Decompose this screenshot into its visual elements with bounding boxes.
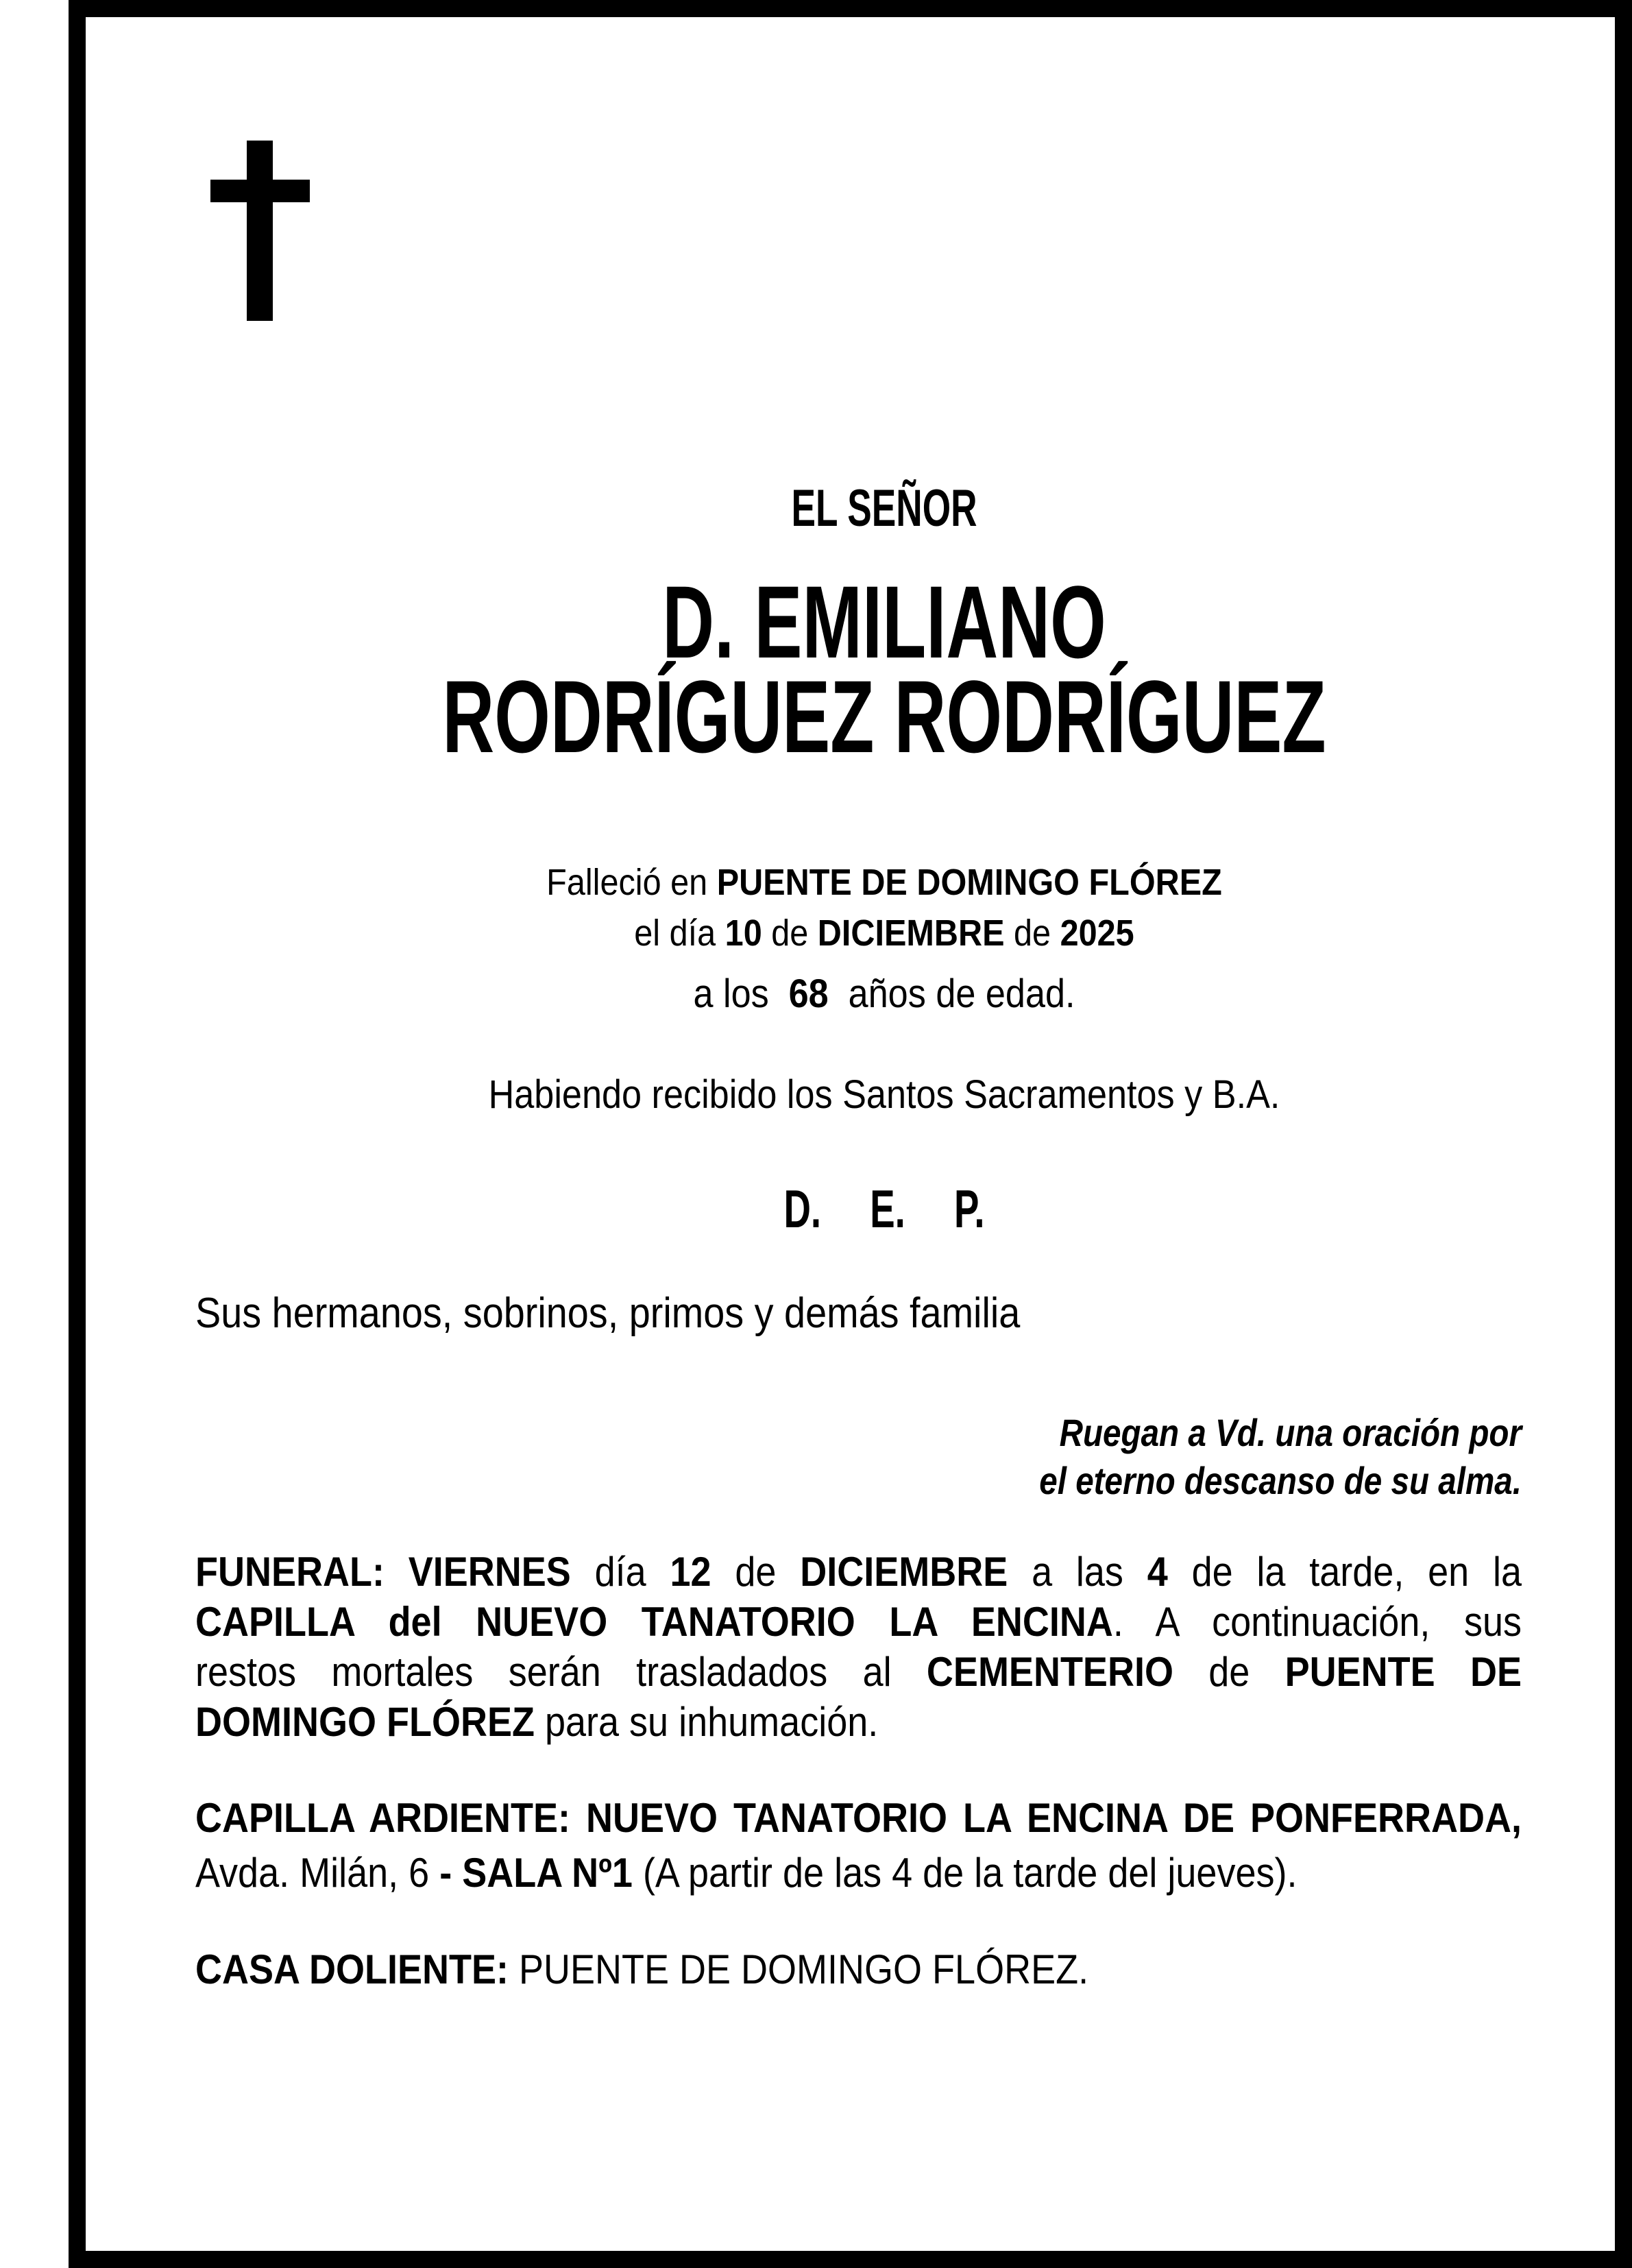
border-frame xyxy=(69,0,1632,2268)
capilla-line1: CAPILLA ARDIENTE: NUEVO TANATORIO LA ENCINA DE PONFERRADA, xyxy=(195,1795,1522,1841)
prayer-line2: el eterno descanso de su alma. xyxy=(1039,1459,1522,1502)
funeral-line3: restos mortales serán trasladados al CEMENTERIO de PUENTE DE xyxy=(195,1649,1522,1695)
capilla-ardiente-paragraph xyxy=(195,1791,1522,1901)
prayer-line1: Ruegan a Vd. una oración por xyxy=(1059,1411,1522,1454)
cross-vertical-bar xyxy=(247,141,273,321)
death-place-line: Falleció en PUENTE DE DOMINGO FLÓREZ xyxy=(546,862,1222,903)
death-place-date xyxy=(247,857,1522,958)
death-date-line: el día 10 de DICIEMBRE de 2025 xyxy=(634,913,1134,954)
deceased-name-line2: RODRÍGUEZ RODRÍGUEZ xyxy=(442,659,1326,774)
sacraments-line: Habiendo recibido los Santos Sacramentos y B.A. xyxy=(488,1072,1280,1117)
age-line: a los 68 años de edad. xyxy=(693,972,1075,1016)
cross-icon xyxy=(210,141,310,321)
casa-doliente-line: CASA DOLIENTE: PUENTE DE DOMINGO FLÓREZ. xyxy=(195,1946,1089,1992)
funeral-line2: CAPILLA del NUEVO TANATORIO LA ENCINA. A continuación, sus xyxy=(195,1599,1522,1645)
capilla-line2: Avda. Milán, 6 - SALA Nº1 (A partir de las 4 de la tarde del jueves). xyxy=(195,1850,1298,1896)
cross-horizontal-bar xyxy=(210,180,310,202)
funeral-paragraph xyxy=(195,1547,1522,1747)
funeral-line4: DOMINGO FLÓREZ para su inhumación. xyxy=(195,1699,879,1745)
deceased-name xyxy=(247,564,1522,774)
deceased-name-line1: D. EMILIANO xyxy=(662,564,1106,679)
honorific-title: EL SEÑOR xyxy=(791,479,977,538)
family-line: Sus hermanos, sobrinos, primos y demás familia xyxy=(195,1290,1021,1337)
prayer-request xyxy=(195,1409,1522,1505)
funeral-line1: FUNERAL: VIERNES día 12 de DICIEMBRE a las 4 de la tarde, en la xyxy=(195,1549,1522,1595)
dep-abbreviation: D. E. P. xyxy=(783,1179,985,1239)
